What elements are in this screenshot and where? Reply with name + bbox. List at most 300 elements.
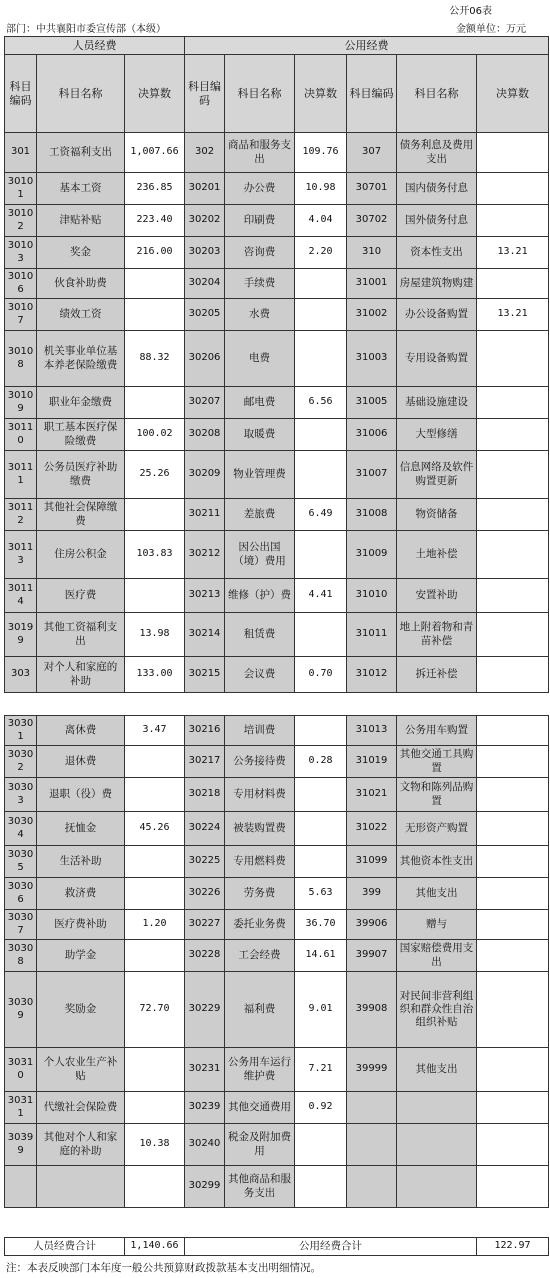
code-cell: 30114	[5, 579, 37, 613]
amount-cell: 236.85	[125, 173, 185, 205]
col-code: 科目编码	[5, 55, 37, 133]
amount-cell: 103.83	[125, 531, 185, 579]
amount-cell	[477, 613, 549, 657]
name-cell: 拆迁补偿	[397, 657, 477, 693]
code-cell: 30306	[5, 878, 37, 910]
amount-cell	[295, 531, 347, 579]
code-cell: 30225	[185, 846, 225, 878]
table-row	[5, 657, 549, 693]
name-cell: 电费	[225, 331, 295, 387]
col-code-2: 科目编码	[185, 55, 225, 133]
amount-cell	[477, 499, 549, 531]
name-cell: 地上附着物和青苗补偿	[397, 613, 477, 657]
name-cell: 因公出国（境）费用	[225, 531, 295, 579]
table-row	[5, 133, 549, 173]
amount-cell	[295, 299, 347, 331]
table-row	[5, 387, 549, 419]
table-row	[5, 812, 549, 846]
name-cell: 公务员医疗补助缴费	[37, 451, 125, 499]
amount-cell: 100.02	[125, 419, 185, 451]
amount-cell: 9.01	[295, 972, 347, 1048]
code-cell: 31010	[347, 579, 397, 613]
amount-cell	[125, 579, 185, 613]
amount-cell: 4.41	[295, 579, 347, 613]
name-cell: 公务接待费	[225, 746, 295, 778]
name-cell: 对民间非营利组织和群众性自治组织补贴	[397, 972, 477, 1048]
name-cell: 印刷费	[225, 205, 295, 237]
unit-label: 金额单位：万元	[456, 24, 526, 35]
amount-cell	[295, 812, 347, 846]
code-cell: 303	[5, 657, 37, 693]
col-name: 科目名称	[37, 55, 125, 133]
code-cell: 30701	[347, 173, 397, 205]
code-cell: 31022	[347, 812, 397, 846]
amount-cell	[477, 657, 549, 693]
amount-cell	[477, 972, 549, 1048]
code-cell: 30209	[185, 451, 225, 499]
name-cell	[397, 1124, 477, 1166]
name-cell: 生活补助	[37, 846, 125, 878]
code-cell: 30103	[5, 237, 37, 269]
table-row	[5, 205, 549, 237]
name-cell: 基本工资	[37, 173, 125, 205]
amount-cell: 10.98	[295, 173, 347, 205]
amount-cell	[125, 746, 185, 778]
name-cell: 国家赔偿费用支出	[397, 940, 477, 972]
code-cell: 30202	[185, 205, 225, 237]
amount-cell: 6.49	[295, 499, 347, 531]
col-name-3: 科目名称	[397, 55, 477, 133]
name-cell: 邮电费	[225, 387, 295, 419]
name-cell: 其他社会保障缴费	[37, 499, 125, 531]
code-cell: 30205	[185, 299, 225, 331]
code-cell: 30308	[5, 940, 37, 972]
code-cell: 301	[5, 133, 37, 173]
table-row	[5, 778, 549, 812]
table-row	[5, 878, 549, 910]
amount-cell	[477, 778, 549, 812]
table-row	[5, 1048, 549, 1092]
code-cell: 30107	[5, 299, 37, 331]
amount-cell	[477, 387, 549, 419]
name-cell: 资本性支出	[397, 237, 477, 269]
code-cell: 30240	[185, 1124, 225, 1166]
code-cell: 39908	[347, 972, 397, 1048]
amount-cell: 13.21	[477, 237, 549, 269]
code-cell: 30102	[5, 205, 37, 237]
code-cell	[347, 1166, 397, 1208]
personnel-total-value: 1,140.66	[125, 1238, 185, 1256]
name-cell: 其他交通费用	[225, 1092, 295, 1124]
top-line	[0, 0, 550, 20]
col-code-3: 科目编码	[347, 55, 397, 133]
header-row	[0, 18, 550, 34]
name-cell: 公务用车运行维护费	[225, 1048, 295, 1092]
code-cell: 30201	[185, 173, 225, 205]
name-cell: 专用材料费	[225, 778, 295, 812]
code-cell: 307	[347, 133, 397, 173]
code-cell: 30310	[5, 1048, 37, 1092]
code-cell: 30208	[185, 419, 225, 451]
code-cell: 31011	[347, 613, 397, 657]
name-cell: 对个人和家庭的补助	[37, 657, 125, 693]
amount-cell: 7.21	[295, 1048, 347, 1092]
amount-cell: 10.38	[125, 1124, 185, 1166]
name-cell: 代缴社会保险费	[37, 1092, 125, 1124]
name-cell: 国外债务付息	[397, 205, 477, 237]
name-cell: 房屋建筑物购建	[397, 269, 477, 299]
name-cell: 职工基本医疗保险缴费	[37, 419, 125, 451]
name-cell: 办公费	[225, 173, 295, 205]
table-row	[5, 613, 549, 657]
code-cell: 31021	[347, 778, 397, 812]
code-cell: 30702	[347, 205, 397, 237]
code-cell	[5, 1166, 37, 1208]
code-cell: 30303	[5, 778, 37, 812]
name-cell: 培训费	[225, 716, 295, 746]
amount-cell	[477, 269, 549, 299]
column-header-row	[5, 55, 549, 133]
code-cell: 31001	[347, 269, 397, 299]
amount-cell	[125, 299, 185, 331]
table-row	[5, 531, 549, 579]
code-cell: 30216	[185, 716, 225, 746]
name-cell: 工会经费	[225, 940, 295, 972]
amount-cell: 109.76	[295, 133, 347, 173]
code-cell: 30206	[185, 331, 225, 387]
name-cell: 文物和陈列品购置	[397, 778, 477, 812]
code-cell	[347, 1124, 397, 1166]
amount-cell	[295, 419, 347, 451]
table-row	[5, 269, 549, 299]
name-cell: 个人农业生产补贴	[37, 1048, 125, 1092]
code-cell: 30203	[185, 237, 225, 269]
amount-cell: 45.26	[125, 812, 185, 846]
name-cell: 赠与	[397, 910, 477, 940]
name-cell: 办公设备购置	[397, 299, 477, 331]
code-cell: 30214	[185, 613, 225, 657]
name-cell: 咨询费	[225, 237, 295, 269]
amount-cell	[125, 387, 185, 419]
name-cell: 基础设施建设	[397, 387, 477, 419]
code-cell: 31007	[347, 451, 397, 499]
name-cell	[397, 1092, 477, 1124]
code-cell: 30226	[185, 878, 225, 910]
name-cell: 维修（护）费	[225, 579, 295, 613]
code-cell: 31005	[347, 387, 397, 419]
amount-cell: 5.63	[295, 878, 347, 910]
amount-cell	[125, 846, 185, 878]
amount-cell	[125, 499, 185, 531]
code-cell: 30218	[185, 778, 225, 812]
group-header-row	[5, 37, 549, 55]
code-cell: 30399	[5, 1124, 37, 1166]
amount-cell: 216.00	[125, 237, 185, 269]
code-cell: 30109	[5, 387, 37, 419]
amount-cell	[125, 878, 185, 910]
name-cell: 抚恤金	[37, 812, 125, 846]
name-cell: 物资储备	[397, 499, 477, 531]
amount-cell	[477, 579, 549, 613]
table-row	[5, 1092, 549, 1124]
amount-cell	[477, 331, 549, 387]
code-cell: 30307	[5, 910, 37, 940]
code-cell: 30211	[185, 499, 225, 531]
code-cell: 30111	[5, 451, 37, 499]
name-cell: 其他资本性支出	[397, 846, 477, 878]
amount-cell: 6.56	[295, 387, 347, 419]
code-cell: 30228	[185, 940, 225, 972]
amount-cell	[477, 716, 549, 746]
table-row	[5, 910, 549, 940]
code-cell: 39906	[347, 910, 397, 940]
amount-cell: 13.98	[125, 613, 185, 657]
name-cell: 退职（役）费	[37, 778, 125, 812]
name-cell: 工资福利支出	[37, 133, 125, 173]
amount-cell	[295, 1166, 347, 1208]
table-row	[5, 419, 549, 451]
code-cell: 310	[347, 237, 397, 269]
code-cell: 30304	[5, 812, 37, 846]
department-label: 部门：中共襄阳市委宣传部（本级）	[6, 24, 166, 35]
amount-cell	[477, 746, 549, 778]
name-cell: 福利费	[225, 972, 295, 1048]
amount-cell: 0.70	[295, 657, 347, 693]
code-cell: 30106	[5, 269, 37, 299]
name-cell: 会议费	[225, 657, 295, 693]
name-cell: 其他商品和服务支出	[225, 1166, 295, 1208]
amount-cell	[477, 1166, 549, 1208]
table-row	[5, 846, 549, 878]
amount-cell	[295, 716, 347, 746]
amount-cell: 223.40	[125, 205, 185, 237]
name-cell: 专用燃料费	[225, 846, 295, 878]
public-total-value: 122.97	[477, 1238, 549, 1256]
amount-cell	[125, 1092, 185, 1124]
name-cell: 取暖费	[225, 419, 295, 451]
amount-cell: 0.92	[295, 1092, 347, 1124]
amount-cell	[295, 613, 347, 657]
name-cell: 劳务费	[225, 878, 295, 910]
name-cell: 离休费	[37, 716, 125, 746]
amount-cell	[477, 812, 549, 846]
name-cell: 奖励金	[37, 972, 125, 1048]
code-cell: 30110	[5, 419, 37, 451]
name-cell: 差旅费	[225, 499, 295, 531]
amount-cell: 133.00	[125, 657, 185, 693]
totals-table	[4, 1237, 549, 1256]
name-cell: 其他支出	[397, 1048, 477, 1092]
name-cell: 物业管理费	[225, 451, 295, 499]
amount-cell	[477, 133, 549, 173]
amount-cell	[295, 331, 347, 387]
code-cell: 30204	[185, 269, 225, 299]
amount-cell: 14.61	[295, 940, 347, 972]
name-cell: 租赁费	[225, 613, 295, 657]
code-cell: 30212	[185, 531, 225, 579]
code-cell: 31019	[347, 746, 397, 778]
code-cell: 30113	[5, 531, 37, 579]
col-amount: 决算数	[125, 55, 185, 133]
name-cell: 其他对个人和家庭的补助	[37, 1124, 125, 1166]
table-row	[5, 1166, 549, 1208]
code-cell: 30215	[185, 657, 225, 693]
name-cell: 专用设备购置	[397, 331, 477, 387]
name-cell: 土地补偿	[397, 531, 477, 579]
amount-cell	[477, 419, 549, 451]
table-row	[5, 972, 549, 1048]
amount-cell: 1,007.66	[125, 133, 185, 173]
name-cell: 安置补助	[397, 579, 477, 613]
amount-cell	[125, 940, 185, 972]
amount-cell: 36.70	[295, 910, 347, 940]
code-cell: 30224	[185, 812, 225, 846]
name-cell: 大型修缮	[397, 419, 477, 451]
name-cell: 奖金	[37, 237, 125, 269]
name-cell: 助学金	[37, 940, 125, 972]
amount-cell: 3.47	[125, 716, 185, 746]
code-cell: 30101	[5, 173, 37, 205]
table-row	[5, 173, 549, 205]
name-cell: 税金及附加费用	[225, 1124, 295, 1166]
amount-cell: 88.32	[125, 331, 185, 387]
expenditure-table-part-2	[4, 715, 549, 1208]
amount-cell	[477, 451, 549, 499]
table-row	[5, 579, 549, 613]
amount-cell	[295, 846, 347, 878]
table-row	[5, 746, 549, 778]
amount-cell	[477, 1048, 549, 1092]
name-cell: 水费	[225, 299, 295, 331]
amount-cell	[477, 1092, 549, 1124]
code-cell: 31013	[347, 716, 397, 746]
col-amount-2: 决算数	[295, 55, 347, 133]
name-cell: 无形资产购置	[397, 812, 477, 846]
group-personnel: 人员经费	[5, 37, 185, 55]
code-cell: 30305	[5, 846, 37, 878]
code-cell: 31002	[347, 299, 397, 331]
col-name-2: 科目名称	[225, 55, 295, 133]
amount-cell	[477, 910, 549, 940]
code-cell: 31099	[347, 846, 397, 878]
name-cell: 债务利息及费用支出	[397, 133, 477, 173]
code-cell: 39907	[347, 940, 397, 972]
name-cell: 其他交通工具购置	[397, 746, 477, 778]
name-cell: 手续费	[225, 269, 295, 299]
name-cell: 公务用车购置	[397, 716, 477, 746]
personnel-total-label: 人员经费合计	[5, 1238, 125, 1256]
footnote: 注：本表反映部门本年度一般公共预算财政拨款基本支出明细情况。	[6, 1262, 321, 1274]
code-cell: 30213	[185, 579, 225, 613]
amount-cell	[125, 778, 185, 812]
code-cell: 30299	[185, 1166, 225, 1208]
name-cell: 退休费	[37, 746, 125, 778]
amount-cell	[477, 940, 549, 972]
name-cell: 救济费	[37, 878, 125, 910]
code-cell: 30108	[5, 331, 37, 387]
code-cell: 30231	[185, 1048, 225, 1092]
amount-cell	[295, 778, 347, 812]
name-cell: 被装购置费	[225, 812, 295, 846]
name-cell: 津贴补贴	[37, 205, 125, 237]
amount-cell	[477, 173, 549, 205]
amount-cell	[295, 451, 347, 499]
amount-cell	[477, 878, 549, 910]
totals-row	[5, 1238, 549, 1256]
code-cell: 31003	[347, 331, 397, 387]
amount-cell: 13.21	[477, 299, 549, 331]
name-cell: 国内债务付息	[397, 173, 477, 205]
public-total-label: 公用经费合计	[185, 1238, 477, 1256]
table-row	[5, 451, 549, 499]
amount-cell	[125, 1166, 185, 1208]
table-row	[5, 940, 549, 972]
amount-cell: 72.70	[125, 972, 185, 1048]
form-number: 公开06表	[449, 6, 492, 17]
table-row	[5, 237, 549, 269]
amount-cell: 2.20	[295, 237, 347, 269]
name-cell	[397, 1166, 477, 1208]
name-cell: 委托业务费	[225, 910, 295, 940]
name-cell: 机关事业单位基本养老保险缴费	[37, 331, 125, 387]
code-cell	[347, 1092, 397, 1124]
amount-cell: 0.28	[295, 746, 347, 778]
expenditure-table-part-1	[4, 36, 549, 693]
name-cell: 其他工资福利支出	[37, 613, 125, 657]
name-cell: 职业年金缴费	[37, 387, 125, 419]
col-amount-3: 决算数	[477, 55, 549, 133]
amount-cell: 4.04	[295, 205, 347, 237]
amount-cell: 1.20	[125, 910, 185, 940]
code-cell: 30302	[5, 746, 37, 778]
code-cell: 31008	[347, 499, 397, 531]
code-cell: 31012	[347, 657, 397, 693]
name-cell: 商品和服务支出	[225, 133, 295, 173]
code-cell: 30239	[185, 1092, 225, 1124]
amount-cell	[477, 531, 549, 579]
code-cell: 31009	[347, 531, 397, 579]
table-row	[5, 1124, 549, 1166]
amount-cell	[125, 269, 185, 299]
name-cell	[37, 1166, 125, 1208]
name-cell: 绩效工资	[37, 299, 125, 331]
code-cell: 30229	[185, 972, 225, 1048]
name-cell: 医疗费补助	[37, 910, 125, 940]
amount-cell	[477, 846, 549, 878]
code-cell: 30217	[185, 746, 225, 778]
table-row	[5, 499, 549, 531]
code-cell: 30301	[5, 716, 37, 746]
name-cell: 伙食补助费	[37, 269, 125, 299]
amount-cell	[477, 1124, 549, 1166]
amount-cell	[295, 1124, 347, 1166]
code-cell: 302	[185, 133, 225, 173]
name-cell: 住房公积金	[37, 531, 125, 579]
group-public: 公用经费	[185, 37, 549, 55]
code-cell: 30199	[5, 613, 37, 657]
code-cell: 399	[347, 878, 397, 910]
code-cell: 31006	[347, 419, 397, 451]
code-cell: 30112	[5, 499, 37, 531]
table-row	[5, 716, 549, 746]
code-cell: 30309	[5, 972, 37, 1048]
name-cell: 信息网络及软件购置更新	[397, 451, 477, 499]
amount-cell: 25.26	[125, 451, 185, 499]
amount-cell	[477, 205, 549, 237]
code-cell: 30227	[185, 910, 225, 940]
code-cell: 39999	[347, 1048, 397, 1092]
amount-cell	[295, 269, 347, 299]
